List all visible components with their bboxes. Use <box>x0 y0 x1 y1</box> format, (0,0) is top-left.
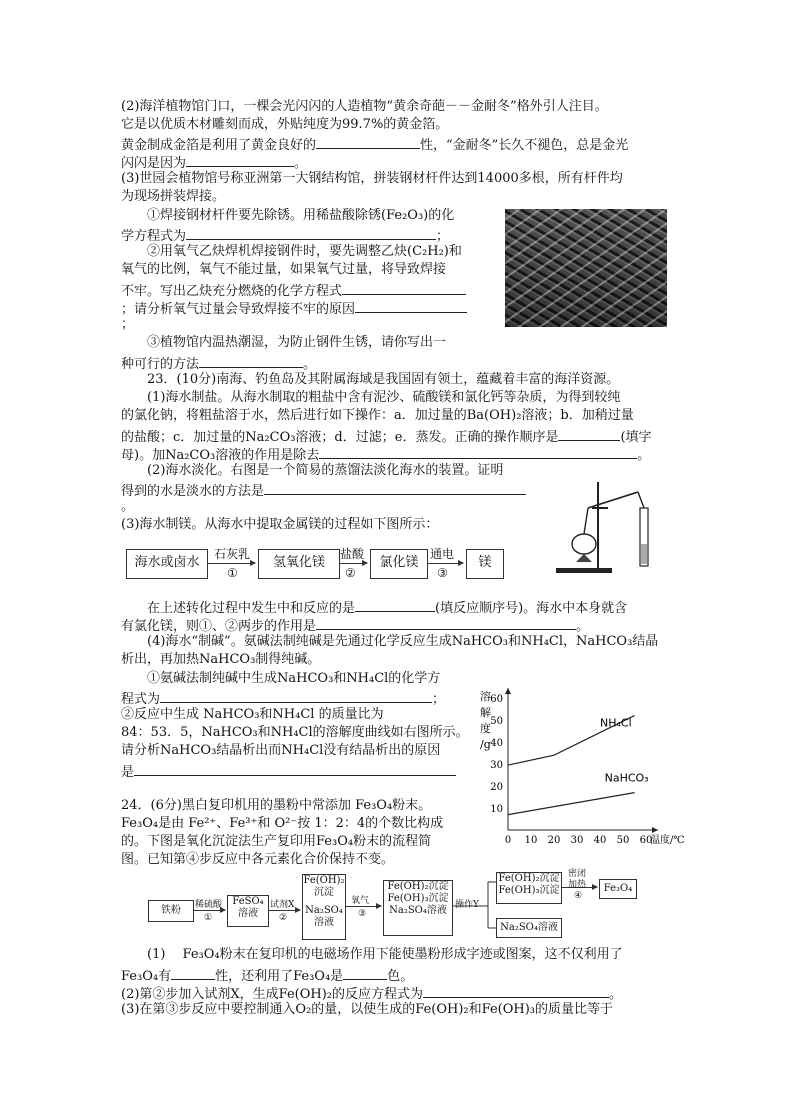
text-line: ①焊接钢材杆件要先除锈。用稀盐酸除锈(Fe₂O₃)的化 <box>147 208 455 223</box>
text-line: 不牢。写出乙炔充分燃烧的化学方程式 <box>121 280 466 301</box>
fe-flow-fe3o4: Fe₃O₄ <box>599 879 637 899</box>
answer-blank[interactable] <box>264 480 526 495</box>
flow-arrow <box>345 906 381 907</box>
text-line: 析出，再加热NaHCO₃制得纯碱。 <box>121 652 321 667</box>
text-line: 在上述转化过程中发生中和反应的是 (填反应顺序号)。海水中本身就含 <box>147 597 627 618</box>
flow-reagent: 石灰乳 <box>214 547 251 561</box>
flow-step-number: ② <box>345 566 356 580</box>
x-tick-label: 20 <box>547 835 561 846</box>
flow-box-text: 溶液 <box>238 908 258 919</box>
series-label: NH₄Cl <box>600 716 632 730</box>
answer-blank[interactable] <box>423 983 609 998</box>
x-axis-label: 温度/℃ <box>650 835 685 846</box>
x-tick-label: 40 <box>593 835 607 846</box>
flow-step-number: ② <box>279 913 288 923</box>
text-line: 的盐酸；c．加过量的Na₂CO₃溶液；d．过滤；e．蒸发。正确的操作顺序是 (填字 <box>121 426 652 447</box>
flow-reagent: 稀硫酸 <box>195 900 223 910</box>
text-line: 23．(10分)南海、钓鱼岛及其附属海域是我国固有领土，蕴藏着丰富的海洋资源。 <box>147 372 620 387</box>
text-line: (2)海洋植物馆门口，一棵会光闪闪的人造植物“黄余奇葩－－金耐冬”格外引人注目。 <box>121 99 608 114</box>
flow-arrow <box>207 563 255 564</box>
answer-blank[interactable] <box>186 225 436 240</box>
fe-flow-iron-powder: 铁粉 <box>148 900 194 922</box>
x-axis-arrow <box>652 827 658 833</box>
series-line <box>508 793 635 815</box>
flow-reagent: 通电 <box>430 547 455 561</box>
answer-blank[interactable] <box>342 280 466 295</box>
y-axis-label: 解 <box>480 706 491 719</box>
y-tick-label: 50 <box>490 716 503 727</box>
text-line: 的氯化钠，将粗盐溶于水，然后进行如下操作：a．加过量的Ba(OH)₂溶液；b．加稍过量 <box>121 408 634 423</box>
fe-flow-precipitates <box>496 872 562 904</box>
answer-blank[interactable] <box>186 152 294 167</box>
text-line: 有氯化镁，则①、②两步的作用是 。 <box>121 615 589 636</box>
fe-flow-na2so4: Na₂SO₄溶液 <box>496 918 562 938</box>
flow-box-mg-chloride: 氯化镁 <box>370 549 428 579</box>
text-line: 为现场拼装焊接。 <box>121 189 226 204</box>
y-axis-arrow <box>505 688 511 694</box>
text-line: ②反应中生成 NaHCO₃和NH₄Cl 的质量比为 <box>121 707 384 722</box>
text-line: (3)在第③步反应中要控制通入O₂的量，以使生成的Fe(OH)₂和Fe(OH)₃的质量比等于 <box>121 1002 613 1017</box>
text-line: 闪闪是因为 。 <box>121 152 307 173</box>
flow-box-text: FeSO₄ <box>232 896 264 907</box>
text-line: 种可行的方法 。 <box>121 353 316 374</box>
answer-blank[interactable] <box>160 688 432 703</box>
answer-blank[interactable] <box>316 134 420 149</box>
text-line: (2)第②步加入试剂X，生成Fe(OH)₂的反应方程式为 。 <box>121 983 622 1004</box>
text-line: (3)世园会植物馆号称亚洲第一大钢结构馆，拼装钢材杆件达到14000多根，所有杆件均 <box>121 171 623 186</box>
steel-structure-photo <box>505 209 667 327</box>
flow-box-text: Fe(OH)₃沉淀 <box>387 893 449 904</box>
text-line: ③植物馆内温热潮湿，为防止钢件生锈，请你写出一 <box>147 335 447 350</box>
text-line: (1) Fe₃O₄粉末在复印机的电磁场作用下能使墨粉形成字迹或图案，这不仅利用了 <box>147 947 623 962</box>
text-line: (1)海水制盐。从海水制取的粗盐中含有泥沙、硫酸镁和氯化钙等杂质，为得到较纯 <box>147 390 621 405</box>
text-line: 图。已知第④步反应中各元素化合价保持不变。 <box>121 852 395 867</box>
text-line: Fe₃O₄有 性，还利用了Fe₃O₄是 色。 <box>121 965 413 986</box>
y-axis-label: /g <box>480 738 491 751</box>
flow-box-text: Na₂SO₄溶液 <box>389 905 447 916</box>
flow-condition: 密闭 <box>568 869 587 879</box>
text-line: 的。下图是氧化沉淀法生产复印用Fe₃O₄粉末的流程简 <box>121 834 432 849</box>
text-line: (2)海水淡化。右图是一个简易的蒸馏法淡化海水的装置。证明 <box>147 463 504 478</box>
distillation-apparatus-diagram <box>548 478 668 578</box>
series-label: NaHCO₃ <box>604 771 649 785</box>
text-line: 母)。加Na₂CO₃溶液的作用是除去 。 <box>121 444 650 465</box>
fe-flow-feso4 <box>227 895 269 927</box>
flow-box-text: 沉淀 <box>314 887 334 898</box>
x-tick-label: 0 <box>504 835 512 846</box>
answer-blank[interactable] <box>319 444 637 459</box>
flow-box-text: Fe(OH)₃沉淀 <box>498 885 560 896</box>
flow-box-seawater: 海水或卤水 <box>126 549 208 579</box>
flow-box-text: 溶液 <box>314 917 334 928</box>
answer-blank[interactable] <box>558 426 620 441</box>
answer-blank[interactable] <box>199 353 303 368</box>
flow-step-number: ③ <box>358 909 367 919</box>
y-tick-label: 60 <box>490 694 503 705</box>
flow-arrow <box>427 563 463 564</box>
flow-step-number: ① <box>227 566 238 580</box>
text-line: ②用氧气乙炔焊机焊接钢件时，要先调整乙炔(C₂H₂)和 <box>147 244 462 259</box>
text-line: 学方程式为 ； <box>121 225 449 246</box>
flow-step-number: ① <box>204 913 213 923</box>
text-line: 。 <box>121 499 135 514</box>
x-tick-label: 10 <box>524 835 538 846</box>
text-line: Fe₃O₄是由 Fe²⁺、Fe³⁺和 O²⁻按 1：2：4的个数比构成 <box>121 816 444 831</box>
fe-flow-mixture <box>383 880 453 936</box>
x-tick-label: 60 <box>639 835 653 846</box>
flow-box-text: Na₂SO₄ <box>305 905 343 916</box>
y-tick-label: 40 <box>490 738 503 749</box>
text-line: 84：53．5，NaHCO₃和NH₄Cl的溶解度曲线如右图所示。 <box>121 725 469 740</box>
flow-condition: 加热 <box>568 880 587 890</box>
flow-reagent: 盐酸 <box>340 547 365 561</box>
text-line: 程式为 ； <box>121 688 445 709</box>
answer-blank[interactable] <box>343 965 387 980</box>
flow-step-number: ③ <box>437 566 448 580</box>
flow-arrow <box>193 910 225 911</box>
flow-box-text: Fe(OH)₂沉淀 <box>387 881 449 892</box>
y-tick-label: 10 <box>490 804 503 815</box>
text-line: 黄金制成金箔是利用了黄金良好的 性，“金耐冬”长久不褪色，总是金光 <box>121 134 628 155</box>
flow-box-magnesium: 镁 <box>466 549 504 579</box>
flow-box-mg-hydroxide: 氢氧化镁 <box>258 549 340 579</box>
flow-reagent: 氧气 <box>351 896 370 906</box>
flow-box-text: Fe(OH)₂ <box>303 875 345 886</box>
text-line: ； <box>121 317 135 332</box>
flow-arrow <box>268 910 300 911</box>
answer-blank[interactable] <box>134 761 456 776</box>
text-line: ①氨碱法制纯碱中生成NaHCO₃和NH₄Cl的化学方 <box>147 671 441 686</box>
text-line: 得到的水是淡水的方法是 <box>121 480 526 501</box>
flow-branch-lines <box>452 874 496 936</box>
answer-blank[interactable] <box>355 597 435 612</box>
text-line: ；请分析氧气过量会导致焊接不牢的原因 <box>121 298 467 319</box>
text-line: 它是以优质木材雕刻而成，外贴纯度为99.7%的黄金箔。 <box>121 117 449 132</box>
y-tick-label: 30 <box>490 760 503 771</box>
y-tick-label: 20 <box>490 782 503 793</box>
solubility-chart <box>466 688 685 848</box>
answer-blank[interactable] <box>355 298 467 313</box>
y-axis-label: 溶 <box>480 690 491 703</box>
flow-reagent: 试剂X <box>270 900 295 910</box>
answer-blank[interactable] <box>171 965 215 980</box>
text-line: 氧气的比例，氧气不能过量，如果氧气过量，将导致焊接 <box>121 262 447 277</box>
text-line: 请分析NaHCO₃结晶析出而NH₄Cl没有结晶析出的原因 <box>121 743 441 758</box>
text-line: (4)海水“制碱”。氨碱法制纯碱是先通过化学反应生成NaHCO₃和NH₄Cl，NaHCO₃结晶 <box>147 634 659 649</box>
fe-flow-fe-oh2-mixture <box>302 874 346 940</box>
text-line: (3)海水制镁。从海水中提取金属镁的过程如下图所示： <box>121 517 439 532</box>
flow-box-text: Fe(OH)₂沉淀 <box>498 873 560 884</box>
x-tick-label: 30 <box>570 835 584 846</box>
flow-step-number: ④ <box>574 891 583 901</box>
answer-blank[interactable] <box>316 615 576 630</box>
flow-arrow <box>339 563 367 564</box>
text-line: 是 <box>121 761 456 782</box>
y-axis-label: 度 <box>480 722 491 735</box>
text-line: 24．(6分)黑白复印机用的墨粉中常添加 Fe₃O₄粉末。 <box>121 798 432 813</box>
x-tick-label: 50 <box>616 835 630 846</box>
flow-operation: 操作Y <box>455 900 479 910</box>
